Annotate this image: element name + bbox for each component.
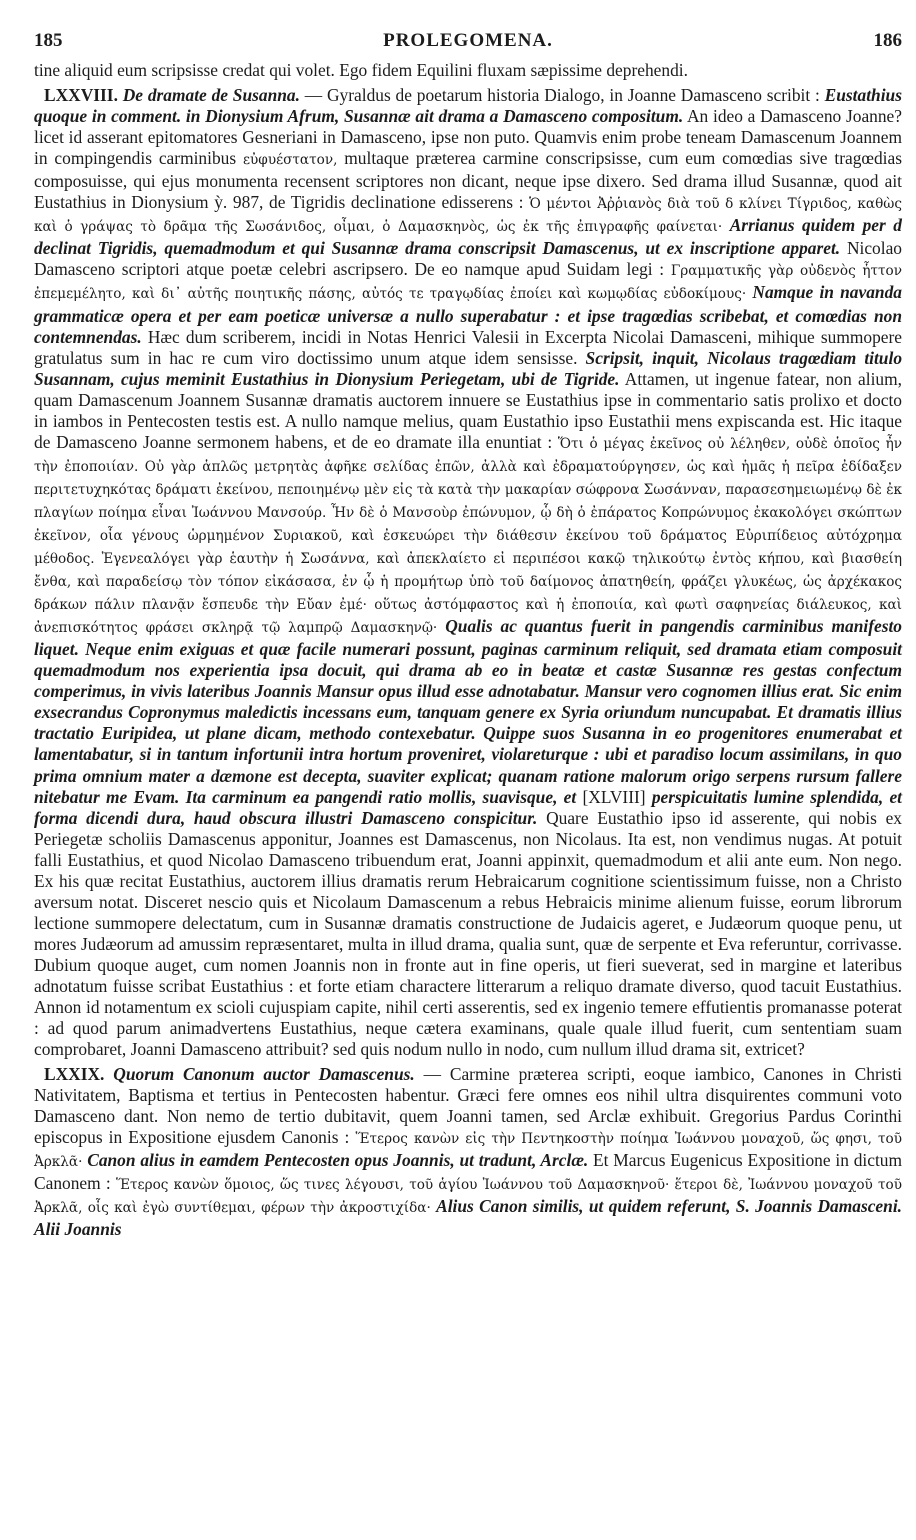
latin-quote: Arrianus quidem per d declinat Tigridis, quemadmodum et qui Susannæ drama conscripsit Damascenus, ut ex inscriptione apparet. (34, 215, 902, 259)
section-78: LXXVIII. De dramate de Susanna. — Gyraldus de poetarum historia Dialogo, in Joanne Damasceno scribit : Eustathius quoque in comment. in Dionysium Afrum, Susannæ ait drama a Damasceno compositum. An ideo a Damasceno Joanne? licet id asserant epitomatores Gesneriani in Damasceno, ipse non puto. Quamvis enim probe teneam Damascenum Joannem in compingendis carminibus εὐφυέστατον, multaque præterea carmine conscripsisse, cum eum comœdias sive tragœdias composuisse, qui ejus monumenta recensent scriptores non dicant, neque ipse dixero. Sed drama illud Susannæ, quod ait Eustathius in Dionysium ỳ. 987, de Tigridis declinatione edisserens : Ὁ μέντοι Ἀῤῥιανὸς διὰ τοῦ δ κλίνει Τίγριδος, καθὼς καὶ ὁ γράψας τὸ δρᾶμα τῆς Σωσάνιδος, οἶμαι, ὁ Δαμασκηνὸς, ὡς ἐκ τῆς ἐπιγραφῆς φαίνεται· Arrianus quidem per d declinat Tigridis, quemadmodum et qui Susannæ drama conscripsit Damascenus, ut ex inscriptione apparet. Nicolao Damasceno scriptori atque poetæ celebri ascripsero. De eo namque apud Suidam legi : Γραμματικῆς γὰρ οὐδενὸς ἧττον ἐπεμεμέλητο, καὶ δι᾿ αὐτῆς ποιητικῆς πάσης, αὐτός τε τραγῳδίας ἐποίει καὶ κωμῳδίας εὐδοκίμους· Namque in navanda grammaticæ opera et per eam poeticæ universæ a nullo superabatur : et ipse tragœdias scribebat, et comœdias non contemnendas. Hæc dum scriberem, incidi in Notas Henrici Valesii in Excerpta Nicolai Damasceni, mihique summopere gratulatus sum in hac re cum viro doctissimo unum atque idem sensisse. Scripsit, inquit, Nicolaus tragœdiam titulo Susannam, cujus meminit Eustathius in Dionysium Periegetam, ubi de Tigride. Attamen, ut ingenue fatear, non alium, quam Damascenum Joannem Susannæ dramatis auctorem innuere se Eustathius ipse in commentario satis prolixo et docto in iambos in Pentecosten testis est. A nullo namque melius, quam Eustathio ipso Eustathii mens expiscanda est. Hic itaque de Damasceno Joanne sermonem habens, et de eo dramate illa enuntiat : Ὅτι ὁ μέγας ἐκεῖνος οὐ λέληθεν, οὐδὲ ὁποῖος ἦν τὴν ἐποποιίαν. Οὐ γὰρ ἁπλῶς μετρητὰς ἀφῆκε σελίδας ἐπῶν, ἀλλὰ καὶ ἐδραματούργησεν, ὡς καὶ ἡμᾶς ἡ πεῖρα ἐδίδαξεν περιτετυχηκότας δράματι ἐκείνου, πεποιημένῳ μὲν εἰς τὰ κατὰ τὴν μακαρίαν σώφρονα Σωσάνναν, παρασεσημειωμένῳ δὲ ἐκ πλαγίων ποίημα εἶναι Ἰωάννου Μανσούρ. Ἦν δὲ ὁ Μανσοὺρ ἐπώνυμον, ᾧ δὴ ὁ ἐπάρατος Κοπρώνυμος ἐκακολόγει σκώπτων ἐκεῖνον, οἷα γένους ὡρμημένον Συριακοῦ, καὶ ἐσκευώρει τὴν διάθεσιν ἐκείνου τοῦ δράματος Εὐριπίδειος αὐτόχρημα μέθοδος. Ἐγενεαλόγει γὰρ ἑαυτὴν ἡ Σωσάννα, καὶ ἀπεκλαίετο εἰ περιπέσοι κακῷ τηλικούτῳ ἐντὸς κήπου, καὶ βιασθείη ἔνθα, καὶ παραδείσῳ τὸν τόπον εἰκάσασα, ἐν ᾧ ἡ προμήτωρ ὑπὸ τοῦ δαίμονος ἀπατηθείη, φράζει γλυκέως, ὡς ἀρχέκακος δράκων πάλιν πλανᾷν ἔσπευδε τὴν Εὔαν ἐμέ· οὕτως ἀστόμφαστος καὶ ἡ ἐποποιία, καὶ φωτὶ σαφηνείας διάλευκος, καὶ ἀνεπισκότητος φράσει σκληρᾷ τῷ λαμπρῷ Δαμασκηνῷ· Qualis ac quantus fuerit in pangendis carminibus manifesto liquet. Neque enim exiguas et quæ facile numerari possunt, paginas carminum reliquit, sed dramata etiam composuit quemadmodum nos experientia ipsa docuit, qui drama ab eo in beatæ et castæ Susannæ res gestas confectum comperimus, in vivis lateribus Joannis Mansur opus illud esse adnotabatur. Mansur vero cognomen illius erat. Sic enim exsecrandus Copronymus maledictis incessans eum, tanquam genere ex Syria oriundum nuncupabat. Et dramatis illius tractatio Euripidea, ut plane dicam, methodo contexebatur. Quippe suos Susanna in eo progenitores enumerabat et lamentabatur, si in tantum infortunii intra hortum proveniret, violareturque : ubi et paradiso locum assimilans, in quo prima omnium mater a dæmone est decepta, suaviter explicat; quanam ratione malorum origo serpens rursum fallere nitebatur me Evam. Ita carminum ea pangendi ratio mollis, suavisque, et [XLVIII] perspicuitatis lumine splendida, et forma dicendi dura, haud obscura illustri Damasceno conspicitur. Quare Eustathio ipso id asserente, qui nobis ex Periegetæ scholiis Damascenus apponitur, Joannes est Damascenus, non Nicolaus. Ita est, non vendimus nugas. At potuit falli Eustathius, et quod Nicolao Damasceno tribuendum erat, Joanni appinxit, quemadmodum et alii ante eum. Non nego. Ex his quæ recitat Eustathius, auctorem illius dramatis rerum Hebraicarum cognitione scientissimum fuisse, non a Christo aversum notat. Disceret nescio quis et Nicolaum Damascenum a rebus Hebraicis minime alienum fuisse, eorum librorum lectione summopere delectatum, cum in Susannæ dramatis constructione de Judaicis ageret, e Judæorum quoque penu, ut mores Judæorum ad amussim repræsentaret, multa in illud drama, qualia sunt, quæ de serpente et Eva referuntur, corrivasse. Dubium quoque auget, cum nomen Joannis non in fronte aut in fine operis, ut fieri sueverat, sed in margine et lateribus adnotatum fuisse scribat Eustathius : et forte etiam charactere litterarum a reliquo dramate diverso, quod tacuit Eustathius. Annon id notamentum ex scioli cujuspiam capite, nihil certi asserentis, sed ex ingenio temere effutientis promanasse poterat : ad quod parum animadvertens Eustathius, neque cætera examinans, quale quale illud fuerit, cum sententiam suam comprobaret, Joanni Damasceno attribuit? sed quis nodum nullo in nodo, cum nullum illud drama sit, extricet? (34, 85, 903, 1060)
latin-quote: Eustathius quoque in comment. in Dionysium Afrum, Susannæ ait drama a Damasceno compositum. (34, 85, 902, 127)
section-number: LXXVIII. (44, 85, 118, 106)
greek-quote: Ἕτερος κανὼν ὅμοιος, ὥς τινες λέγουσι, τοῦ ἁγίου Ἰωάννου τοῦ Δαμασκηνοῦ· ἕτεροι δὲ, Ἰωάννου μοναχοῦ τοῦ Ἀρκλᾶ, οἷς καὶ ἐγὼ συντίθεμαι, φέρων τὴν ἀκροστιχίδα· (34, 1177, 902, 1217)
greek-quote: Ὅτι ὁ μέγας ἐκεῖνος οὐ λέληθεν, οὐδὲ ὁποῖος ἦν τὴν ἐποποιίαν. Οὐ γὰρ ἁπλῶς μετρητὰς ἀφῆκε σελίδας ἐπῶν, ἀλλὰ καὶ ἐδραματούργησεν, ὡς καὶ ἡμᾶς ἡ πεῖρα ἐδίδαξεν περιτετυχηκότας δράματι ἐκείνου, πεποιημένῳ μὲν εἰς τὰ κατὰ τὴν μακαρίαν σώφρονα Σωσάνναν, παρασεσημειωμένῳ δὲ ἐκ πλαγίων ποίημα εἶναι Ἰωάννου Μανσούρ. Ἦν δὲ ὁ Μανσοὺρ ἐπώνυμον, ᾧ δὴ ὁ ἐπάρατος Κοπρώνυμος ἐκακολόγει σκώπτων ἐκεῖνον, οἷα γένους ὡρμημένον Συριακοῦ, καὶ ἐσκευώρει τὴν διάθεσιν ἐκείνου τοῦ δράματος Εὐριπίδειος αὐτόχρημα μέθοδος. Ἐγενεαλόγει γὰρ ἑαυτὴν ἡ Σωσάννα, καὶ ἀπεκλαίετο εἰ περιπέσοι κακῷ τηλικούτῳ ἐντὸς κήπου, καὶ βιασθείη ἔνθα, καὶ παραδείσῳ τὸν τόπον εἰκάσασα, ἐν ᾧ ἡ προμήτωρ ὑπὸ τοῦ δαίμονος ἀπατηθείη, φράζει γλυκέως, ὡς ἀρχέκακος δράκων πάλιν πλανᾷν ἔσπευδε τὴν Εὔαν ἐμέ· οὕτως ἀστόμφαστος καὶ ἡ ἐποποιία, καὶ φωτὶ σαφηνείας διάλευκος, καὶ ἀνεπισκότητος φράσει σκληρᾷ τῷ λαμπρῷ Δαμασκηνῷ· (34, 435, 902, 637)
greek-quote: Γραμματικῆς γὰρ οὐδενὸς ἧττον ἐπεμεμέλητο, καὶ δι᾿ αὐτῆς ποιητικῆς πάσης, αὐτός τε τραγῳδίας ἐποίει καὶ κωμῳδίας εὐδοκίμους· (34, 263, 902, 303)
section-79: LXXIX. Quorum Canonum auctor Damascenus. — Carmine præterea scripti, eoque iambico, Canones in Christi Nativitatem, Baptisma et tertius in Pentecosten habentur. Græci fere omnes eos nihil ultra disquirentes communi voto Damasceno dant. Non nemo de tertio dubitavit, quem Joanni tamen, sed Arclæ exhibuit. Gregorius Pardus Corinthi episcopus in Expositione ejusdem Canonis : Ἕτερος κανὼν εἰς τὴν Πεντηκοστὴν ποίημα Ἰωάννου μοναχοῦ, ὥς φησι, τοῦ Ἀρκλᾶ· Canon alius in eamdem Pentecosten opus Joannis, ut tradunt, Arclæ. Et Marcus Eugenicus Expositione in dictum Canonem : Ἕτερος κανὼν ὅμοιος, ὥς τινες λέγουσι, τοῦ ἁγίου Ἰωάννου τοῦ Δαμασκηνοῦ· ἕτεροι δὲ, Ἰωάννου μοναχοῦ τοῦ Ἀρκλᾶ, οἷς καὶ ἐγὼ συντίθεμαι, φέρων τὴν ἀκροστιχίδα· Alius Canon similis, ut quidem referunt, S. Joannis Damasceni. Alii Joannis (34, 1064, 903, 1240)
latin-quote: Scripsit, inquit, Nicolaus tragœdiam titulo Susannam, cujus meminit Eustathius in Dionysium Periegetam, ubi de Tigride. (34, 347, 903, 389)
right-page-number: 186 (873, 30, 902, 51)
latin-quote: Canon alius in eamdem Pentecosten opus Joannis, ut tradunt, Arclæ. (82, 1150, 589, 1171)
running-header (34, 30, 902, 60)
section-title: Quorum Canonum auctor Damascenus. (113, 1064, 415, 1085)
section-number: LXXIX. (44, 1064, 105, 1085)
page-marker: [XLVIII] (582, 786, 646, 807)
latin-quote: Namque in navanda grammaticæ opera et per eam poeticæ universæ a nullo superabatur : et ipse tragœdias scribebat, et comœdias non contemnendas. (34, 282, 902, 347)
greek-quote: Ἕτερος κανὼν εἰς τὴν Πεντηκοστὴν ποίημα Ἰωάννου μοναχοῦ, ὥς φησι, τοῦ Ἀρκλᾶ· (34, 1131, 902, 1171)
page (34, 30, 902, 1241)
section-title: De dramate de Susanna. (122, 85, 300, 106)
latin-quote: Alius Canon similis, ut quidem referunt, S. Joannis Damasceni. Alii Joannis (34, 1196, 903, 1240)
greek-quote: εὐφυέστατον, (243, 152, 338, 169)
latin-quote: perspicuitatis lumine splendida, et forma dicendi dura, haud obscura illustri Damasceno conspicitur. (34, 786, 902, 828)
body-text (34, 60, 902, 1241)
latin-quote: Qualis ac quantus fuerit in pangendis carminibus manifesto liquet. Neque enim exiguas et quæ facile numerari possunt, paginas carminum reliquit, sed dramata etiam composuit quemadmodum nos experientia ipsa docuit, qui drama ab eo in beatæ et castæ Susannæ res gestas confectum comperimus, in vivis lateribus Joannis Mansur opus illud esse adnotabatur. Mansur vero cognomen illius erat. Sic enim exsecrandus Copronymus maledictis incessans eum, tanquam genere ex Syria oriundum nuncupabat. Et dramatis illius tractatio Euripidea, ut plane dicam, methodo contexebatur. Quippe suos Susanna in eo progenitores enumerabat et lamentabatur, si in tantum infortunii intra hortum proveniret, violareturque : ubi et paradiso locum assimilans, in quo prima omnium mater a dæmone est decepta, suaviter explicat; quanam ratione malorum origo serpens rursum fallere nitebatur me Evam. Ita carminum ea pangendi ratio mollis, suavisque, et (34, 616, 902, 807)
continuation-paragraph: tine aliquid eum scripsisse credat qui volet. Ego fidem Equilini fluxam sæpissime deprehendi. (34, 60, 688, 80)
left-page-number: 185 (34, 30, 63, 51)
running-title: PROLEGOMENA. (383, 30, 553, 51)
greek-quote: Ὁ μέντοι Ἀῤῥιανὸς διὰ τοῦ δ κλίνει Τίγριδος, καθὼς καὶ ὁ γράψας τὸ δρᾶμα τῆς Σωσάνιδος, οἶμαι, ὁ Δαμασκηνὸς, ὡς ἐκ τῆς ἐπιγραφῆς φαίνεται· (34, 196, 902, 236)
